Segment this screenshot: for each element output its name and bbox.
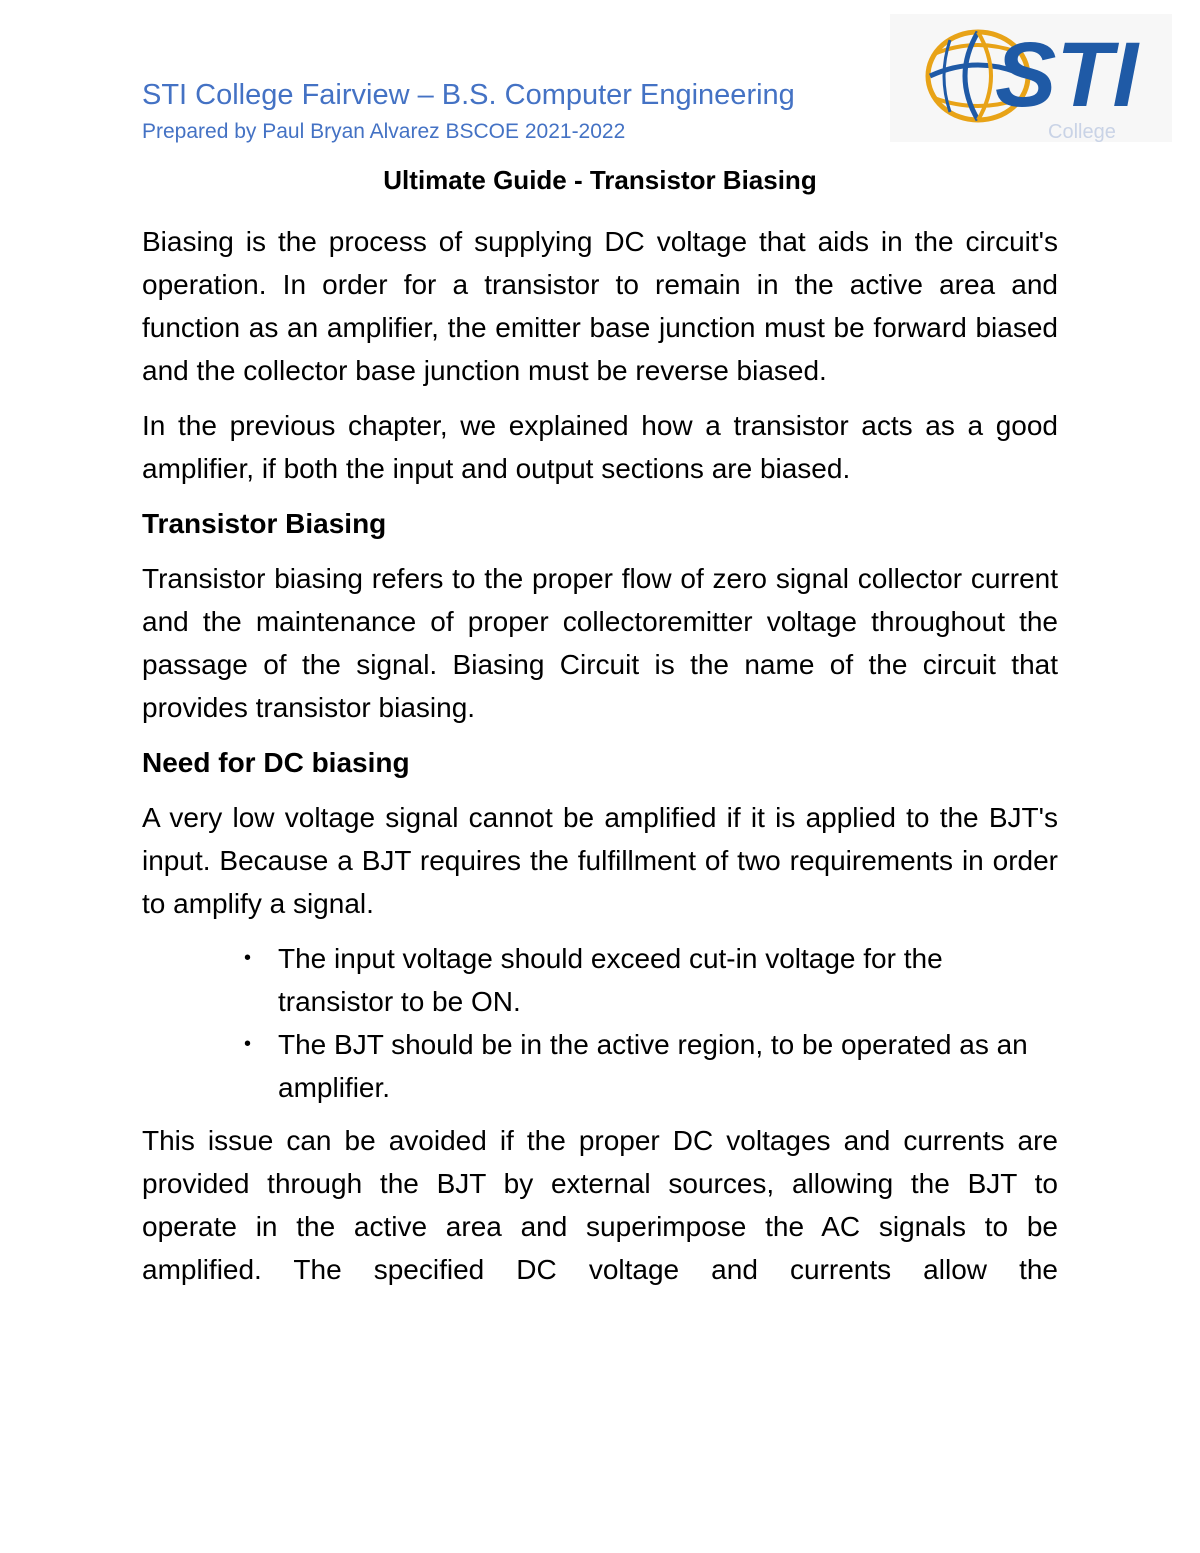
section-heading-transistor-biasing: Transistor Biasing xyxy=(142,508,387,539)
list-item-text: The BJT should be in the active region, to be operated as an amplifier. xyxy=(278,1029,1028,1103)
sti-logo-graphic xyxy=(890,14,1172,142)
list-item xyxy=(244,1023,1058,1109)
document-body xyxy=(142,220,1058,1303)
sti-logo xyxy=(890,14,1172,142)
transistor-biasing-paragraph: Transistor biasing refers to the proper flow of zero signal collector current and the maintenance of proper collectoremitter voltage throughout the passage of the signal. Biasing Circuit is the name of the circuit that provides transistor biasing. xyxy=(142,563,1058,723)
document-header xyxy=(142,76,882,146)
requirements-list xyxy=(142,937,1058,1109)
intro-paragraph-2: In the previous chapter, we explained how a transistor acts as a good amplifier, if both the input and output sections are biased. xyxy=(142,410,1058,484)
section-heading-dc-biasing: Need for DC biasing xyxy=(142,747,410,778)
logo-wordmark: STI xyxy=(995,24,1139,126)
list-item-text: The input voltage should exceed cut-in voltage for the transistor to be ON. xyxy=(278,943,943,1017)
prepared-by-line: Prepared by Paul Bryan Alvarez BSCOE 2021-2022 xyxy=(142,120,626,143)
bullet-icon: • xyxy=(244,1033,252,1055)
bullet-icon: • xyxy=(244,947,252,969)
dc-biasing-paragraph-2: This issue can be avoided if the proper DC voltages and currents are provided through the BJT by external sources, allowing the BJT to operate in the active area and superimpose the AC signals to be amplified. The specified DC voltage and currents allow the xyxy=(142,1125,1058,1285)
list-item xyxy=(244,937,1058,1023)
college-program-line: STI College Fairview – B.S. Computer Engineering xyxy=(142,79,795,111)
document-title: Ultimate Guide - Transistor Biasing xyxy=(383,165,817,195)
logo-subtext: College xyxy=(1048,121,1116,142)
dc-biasing-paragraph-1: A very low voltage signal cannot be amplified if it is applied to the BJT's input. Because a BJT requires the fulfillment of two requirements in order to amplify a signal. xyxy=(142,802,1058,919)
intro-paragraph-1: Biasing is the process of supplying DC voltage that aids in the circuit's operation. In order for a transistor to remain in the active area and function as an amplifier, the emitter base junction must be forward biased and the collector base junction must be reverse biased. xyxy=(142,226,1058,386)
